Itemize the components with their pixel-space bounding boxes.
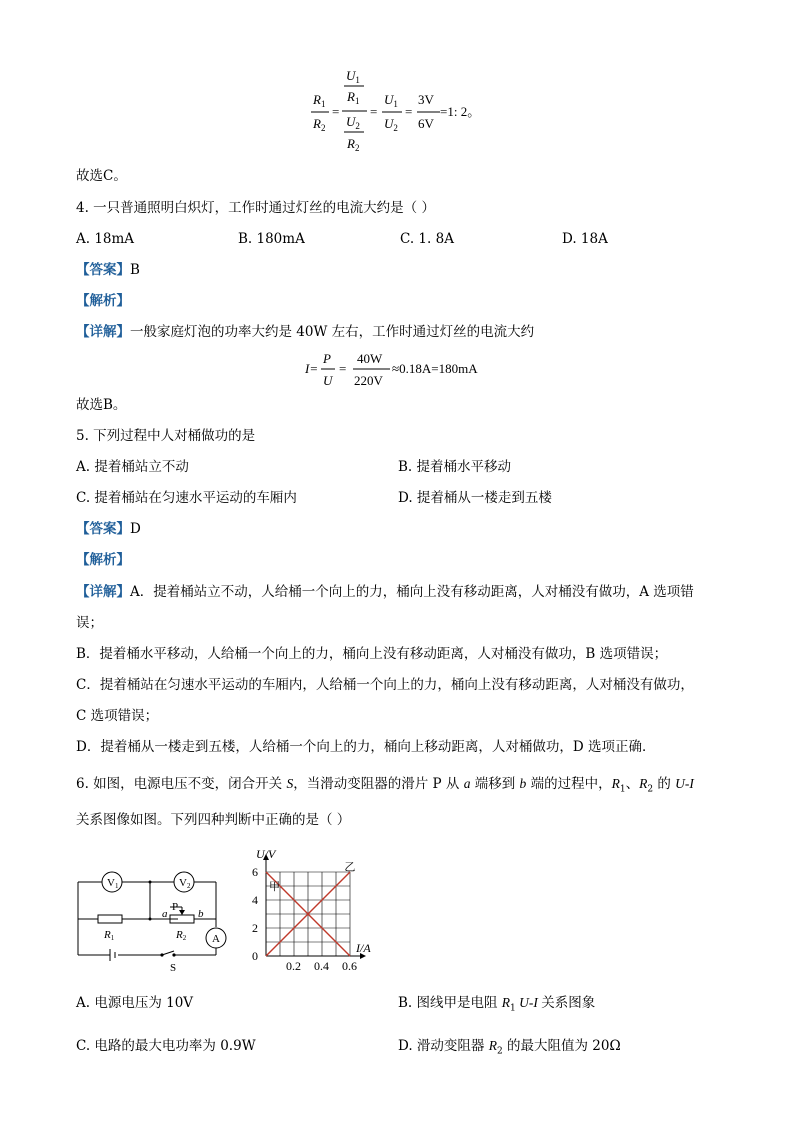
q4-choice: 故选B。: [76, 397, 127, 413]
q5-answer: [76, 519, 141, 539]
svg-text:R2: R2: [176, 929, 187, 942]
svg-text:U1: $U_1$: [384, 92, 398, 109]
q4-option-b: B. 180mA: [238, 231, 305, 247]
svg-text:V2: V2: [179, 877, 191, 890]
detail-tag: 【详解】: [76, 324, 130, 340]
u-i-chart: [236, 840, 376, 975]
q5-analysis-tag: 【解析】: [76, 552, 130, 568]
svg-text:40W: 40W: [357, 351, 383, 366]
svg-text:3V: 3V: [418, 92, 434, 107]
svg-text:V1: V1: [107, 877, 119, 890]
svg-text:6V: 6V: [418, 116, 434, 131]
svg-text:R1: $R_1$: [313, 92, 326, 109]
q6-stem-line-1: 6. 如图，电源电压不变，闭合开关 S，当滑动变阻器的滑片 P 从 a 端移到 b 端的过程中，$R_1$、$R_2$ 的 U-I: [76, 776, 694, 795]
y-tick-label: 6: [252, 865, 258, 879]
answer-value: D: [130, 521, 141, 537]
q4-option-d: D. 18A: [562, 231, 608, 247]
q6-stem-line-2: 关系图像如图。下列四种判断中正确的是（ ）: [76, 812, 351, 828]
svg-text:U2: $U_2$: [384, 116, 398, 133]
svg-text:U1: $U_1$: [346, 68, 360, 85]
svg-text:=: =: [339, 361, 347, 376]
series-label-yi: 乙: [344, 861, 356, 874]
svg-text:=1: 2。: =1: 2。: [440, 104, 481, 119]
q5-stem: 5. 下列过程中人对桶做功的是: [76, 428, 256, 444]
y-tick-label: 4: [252, 893, 258, 907]
q5-option-d: D. 提着桶从一楼走到五楼: [398, 490, 552, 506]
y-tick-label: 2: [252, 921, 258, 935]
q5-option-b: B. 提着桶水平移动: [398, 459, 512, 475]
detail-text: A．提着桶站立不动，人给桶一个向上的力，桶向上没有移动距离，人对桶没有做功，A 选项错: [130, 584, 694, 600]
ratio-formula-svg: [0, 0, 794, 160]
q5-detail-line-6: D．提着桶从一楼走到五楼，人给桶一个向上的力，桶向上移动距离，人对桶做功，D 选项正确．: [76, 739, 656, 755]
series-label-jia: 甲: [269, 881, 280, 894]
svg-text:I=: I=: [305, 361, 319, 376]
q5-option-a: A. 提着桶站立不动: [76, 459, 189, 475]
q4-stem: 4. 一只普通照明白炽灯，工作时通过灯丝的电流大约是（ ）: [76, 200, 435, 216]
answer-value: B: [130, 262, 140, 278]
q5-detail-line-3: B．提着桶水平移动，人给桶一个向上的力，桶向上没有移动距离，人对桶没有做功，B 选项错误；: [76, 646, 668, 662]
x-axis-label: I/A: [356, 941, 371, 955]
x-tick-label: 0.6: [342, 959, 357, 973]
svg-text:R2: $R_2$: [313, 116, 326, 133]
q4-detail: [76, 322, 534, 342]
svg-text:220V: 220V: [354, 373, 383, 388]
y-axis-label: U/V: [256, 847, 276, 861]
svg-text:=: =: [370, 104, 378, 119]
q4-option-c: C. 1. 8A: [400, 231, 454, 247]
svg-text:P: P: [172, 901, 179, 913]
q5-detail-line-4: C．提着桶站在匀速水平运动的车厢内，人给桶一个向上的力，桶向上没有移动距离，人对桶没有做功，: [76, 677, 694, 693]
svg-text:a: a: [162, 908, 168, 920]
q4-analysis-tag: 【解析】: [76, 293, 130, 309]
svg-text:U2: $U_2$: [346, 114, 360, 131]
x-tick-label: 0.2: [286, 959, 301, 973]
svg-text:S: S: [170, 962, 177, 972]
svg-text:P: P: [323, 351, 331, 366]
svg-text:≈0.18A=180mA: ≈0.18A=180mA: [392, 361, 478, 376]
q5-detail-line-2: 误；: [76, 615, 103, 631]
detail-text: 一般家庭灯泡的功率大约是 40W 左右，工作时通过灯丝的电流大约: [130, 324, 535, 340]
q6-option-c: C. 电路的最大电功率为 0.9W: [76, 1038, 256, 1054]
q5-option-c: C. 提着桶站在匀速水平运动的车厢内: [76, 490, 297, 506]
prev-choice-line: 故选C。: [76, 168, 127, 184]
svg-text:A: A: [212, 933, 220, 945]
y-tick-label: 0: [252, 949, 258, 963]
q4-option-a: A. 18mA: [76, 231, 135, 247]
svg-text:b: b: [198, 908, 204, 920]
detail-tag: 【详解】: [76, 584, 130, 600]
q5-detail-line-1: [76, 582, 694, 602]
svg-text:=: =: [332, 104, 340, 119]
q6-option-d: D. 滑动变阻器 $R_2$ 的最大阻值为 20Ω: [398, 1038, 621, 1057]
q4-answer: [76, 260, 140, 280]
svg-text:R1: $R_1$: [347, 89, 360, 106]
svg-text:U: U: [323, 373, 333, 388]
q6-option-a: A. 电源电压为 10V: [76, 995, 194, 1011]
x-tick-label: 0.4: [314, 959, 329, 973]
answer-tag: 【答案】: [76, 521, 130, 537]
circuit-diagram: [70, 862, 230, 972]
q4-current-formula: [0, 345, 794, 395]
svg-text:R2: $R_2$: [347, 136, 360, 153]
answer-tag: 【答案】: [76, 262, 130, 278]
svg-text:=: =: [405, 104, 413, 119]
q6-option-b: B. 图线甲是电阻 $R_1$ U-I 关系图象: [398, 995, 596, 1014]
svg-text:R1: R1: [104, 929, 115, 942]
q5-detail-line-5: C 选项错误；: [76, 708, 159, 724]
